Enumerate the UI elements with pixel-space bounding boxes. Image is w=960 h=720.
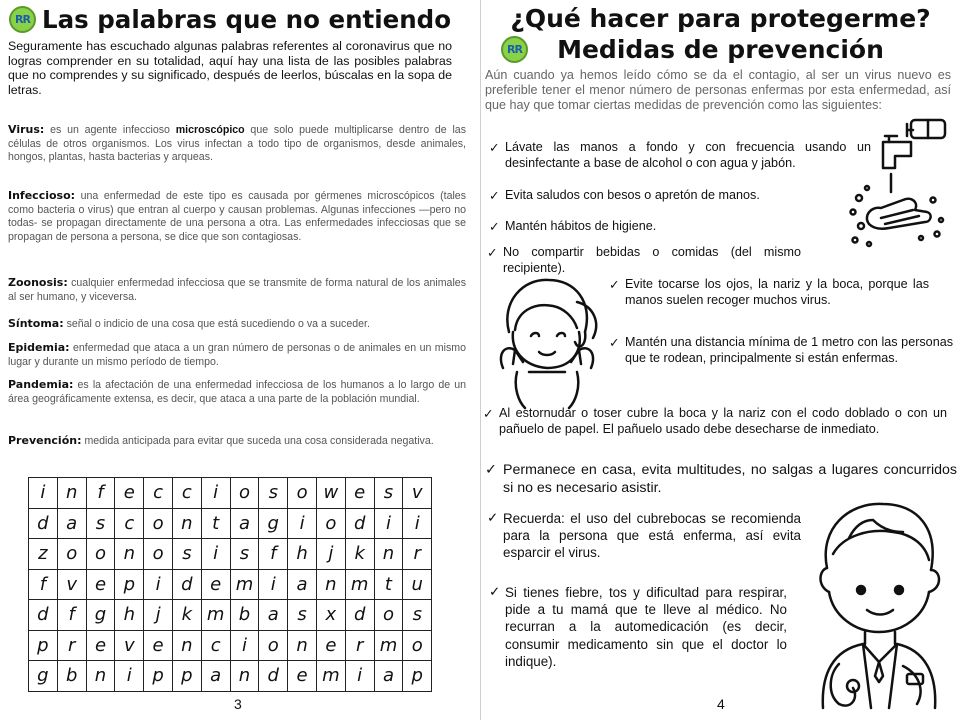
word-search-cell[interactable]: s	[231, 539, 260, 570]
word-search-cell[interactable]: r	[58, 631, 87, 662]
word-search-cell[interactable]: o	[58, 539, 87, 570]
check-icon: ✓	[483, 406, 494, 421]
check-icon: ✓	[485, 462, 497, 478]
measure-text: Mantén una distancia mínima de 1 metro con las personas que te rodean, principalmente si están enfermas.	[625, 335, 953, 365]
word-search-cell[interactable]: c	[144, 478, 173, 509]
word-search-cell[interactable]: n	[58, 478, 87, 509]
page-right	[481, 0, 960, 720]
definition-text: es la afectación de una enfermedad infecciosa de los humanos a lo largo de un área geográficamente extensa, es decir, que ataca a una parte de la población mundial.	[8, 379, 466, 405]
word-search-cell[interactable]: a	[231, 509, 260, 540]
word-search-cell[interactable]: a	[259, 600, 288, 631]
definition-text: que solo puede multiplicarse dentro de las células de otros organismos. Los virus infectan a todo tipo de organismos, desde animales, hongos, plantas, hasta bacterias y arqueas.	[8, 124, 466, 164]
word-search-cell[interactable]: s	[87, 509, 116, 540]
word-search-cell[interactable]: t	[202, 509, 231, 540]
girl-illustration	[493, 272, 603, 410]
word-search-cell[interactable]: o	[403, 631, 432, 662]
check-icon: ✓	[609, 335, 620, 350]
word-search-cell[interactable]: t	[375, 570, 404, 601]
measure-text: Si tienes fiebre, tos y dificultad para respirar, pide a tu mamá que te lleve al médico. No recurran a la automedicación (es decir, consumir medicamento sin que el doctor lo indique).	[505, 585, 787, 669]
intro-paragraph: Seguramente has escuchado algunas palabras referentes al coronavirus que no logras comprender en su totalidad, aquí hay una lista de las posibles palabras que no comprendes y su significado, después de leerlos, búscalas en la sopa de letras.	[8, 39, 452, 98]
word-search-cell[interactable]: v	[403, 478, 432, 509]
word-search-cell[interactable]: e	[87, 631, 116, 662]
intro-paragraph: Aún cuando ya hemos leído cómo se da el contagio, al ser un virus nuevo es preferible tener el menor número de personas enfermas por esta enfermedad, así que hay que tomar ciertas medidas de prevención como las siguientes:	[485, 68, 951, 113]
measure-text: Lávate las manos a fondo y con frecuencia usando un desinfectante a base de alcohol o con agua y jabón.	[505, 140, 871, 170]
definition-virus	[8, 123, 466, 165]
word-search-cell[interactable]: n	[375, 539, 404, 570]
word-search-cell[interactable]: i	[375, 509, 404, 540]
brand-logo	[9, 6, 36, 33]
word-search-cell[interactable]: i	[144, 570, 173, 601]
check-icon: ✓	[489, 585, 501, 600]
word-search-cell[interactable]: k	[346, 539, 375, 570]
definition-term: Zoonosis:	[8, 276, 68, 289]
word-search-cell[interactable]: d	[29, 509, 58, 540]
definition-text: es un agente infeccioso	[44, 124, 176, 136]
word-search-cell[interactable]: o	[144, 539, 173, 570]
page-title: Las palabras que no entiendo	[42, 5, 452, 34]
word-search-cell[interactable]: o	[144, 509, 173, 540]
measure-text: Recuerda: el uso del cubrebocas se recomienda para la persona que está enferma, así evita esparcir el virus.	[503, 511, 801, 561]
word-search-cell[interactable]: e	[202, 570, 231, 601]
word-search-cell[interactable]: d	[29, 600, 58, 631]
word-search-cell[interactable]: f	[29, 570, 58, 601]
measure-item	[489, 219, 789, 235]
definition-term: Pandemia:	[8, 378, 74, 391]
check-icon: ✓	[609, 277, 620, 292]
measure-text: Permanece en casa, evita multitudes, no salgas a lugares concurridos si no es necesario asistir.	[503, 462, 957, 496]
word-search-cell[interactable]: m	[375, 631, 404, 662]
word-search-cell[interactable]: e	[87, 570, 116, 601]
definition-term: Virus:	[8, 123, 45, 136]
word-search-cell[interactable]: n	[173, 509, 202, 540]
definition-zoonosis	[8, 276, 466, 304]
check-icon: ✓	[489, 188, 500, 203]
definition-sintoma	[8, 317, 466, 332]
word-search-cell[interactable]: a	[202, 661, 231, 692]
definition-infeccioso	[8, 189, 466, 244]
word-search-cell[interactable]: f	[259, 539, 288, 570]
word-search-cell[interactable]: r	[346, 631, 375, 662]
word-search-cell[interactable]: a	[288, 570, 317, 601]
word-search-cell[interactable]: o	[317, 509, 346, 540]
word-search-cell[interactable]: i	[288, 509, 317, 540]
measure-text: Mantén hábitos de higiene.	[505, 219, 657, 233]
word-search-cell[interactable]: r	[403, 539, 432, 570]
check-icon: ✓	[487, 511, 499, 526]
word-search-cell[interactable]: h	[288, 539, 317, 570]
page-title: ¿Qué hacer para protegerme?	[510, 4, 931, 33]
word-search-cell[interactable]: b	[231, 600, 260, 631]
definition-term: Infeccioso:	[8, 189, 76, 202]
word-search-cell[interactable]: v	[115, 631, 144, 662]
definition-term: Prevención:	[8, 434, 82, 447]
word-search-cell[interactable]: i	[202, 478, 231, 509]
word-search-cell[interactable]: p	[115, 570, 144, 601]
word-search-cell[interactable]: n	[231, 661, 260, 692]
doctor-illustration	[799, 498, 955, 710]
word-search-cell[interactable]: d	[173, 570, 202, 601]
measure-item	[609, 335, 953, 366]
word-search-cell[interactable]: n	[173, 631, 202, 662]
word-search-cell[interactable]: g	[29, 661, 58, 692]
word-search-cell[interactable]: d	[346, 509, 375, 540]
word-search-cell[interactable]: s	[375, 478, 404, 509]
word-search-cell[interactable]: g	[87, 600, 116, 631]
word-search-cell[interactable]: n	[288, 631, 317, 662]
word-search-cell[interactable]: i	[202, 539, 231, 570]
word-search-cell[interactable]: e	[115, 478, 144, 509]
definition-pandemia	[8, 378, 466, 406]
word-search-cell[interactable]: p	[29, 631, 58, 662]
word-search-cell[interactable]: i	[29, 478, 58, 509]
measure-item	[483, 406, 947, 437]
word-search-cell[interactable]: e	[317, 631, 346, 662]
word-search-cell[interactable]: i	[259, 570, 288, 601]
word-search-cell[interactable]: o	[288, 478, 317, 509]
word-search-cell[interactable]: o	[87, 539, 116, 570]
check-icon: ✓	[489, 219, 500, 234]
measure-item	[489, 140, 871, 171]
word-search-cell[interactable]: b	[58, 661, 87, 692]
check-icon: ✓	[489, 140, 500, 155]
definition-prevencion	[8, 434, 466, 449]
measure-item	[489, 188, 829, 204]
definition-epidemia	[8, 341, 466, 369]
word-search-cell[interactable]: e	[144, 631, 173, 662]
word-search-cell[interactable]: h	[115, 600, 144, 631]
word-search-cell[interactable]: j	[317, 539, 346, 570]
word-search-cell[interactable]: i	[403, 509, 432, 540]
definition-term: Epidemia:	[8, 341, 70, 354]
word-search-cell[interactable]: m	[231, 570, 260, 601]
word-search-cell[interactable]: s	[288, 600, 317, 631]
definition-term: Síntoma:	[8, 317, 64, 330]
word-search-cell[interactable]: i	[231, 631, 260, 662]
definition-text: una enfermedad de este tipo es causada por gérmenes microscópicos (tales como bacteria o virus) que entran al cuerpo y causan problemas. Algunas infecciones —pero no todas- se propagan directamente de una persona a otra. Las enfermedades infecciosas que se propagan de persona a persona, se dice que son contagiosas.	[8, 190, 466, 243]
measure-text: Evita saludos con besos o apretón de manos.	[505, 188, 760, 202]
word-search-cell[interactable]: s	[403, 600, 432, 631]
measure-item	[487, 510, 801, 562]
word-search-cell[interactable]: i	[346, 661, 375, 692]
word-search-cell[interactable]: j	[144, 600, 173, 631]
word-search-cell[interactable]: i	[115, 661, 144, 692]
word-search-cell[interactable]: s	[173, 539, 202, 570]
measure-item	[489, 584, 787, 670]
word-search-cell[interactable]: a	[58, 509, 87, 540]
word-search-cell[interactable]: n	[317, 570, 346, 601]
brand-logo-text: RR	[15, 13, 30, 26]
word-search-cell[interactable]: o	[231, 478, 260, 509]
definition-text: señal o indicio de una cosa que está sucediendo o va a suceder.	[63, 318, 370, 330]
word-search-cell[interactable]: m	[202, 600, 231, 631]
word-search-cell[interactable]: d	[346, 600, 375, 631]
handwashing-illustration	[849, 116, 949, 254]
word-search-cell[interactable]: p	[403, 661, 432, 692]
word-search-cell[interactable]: u	[403, 570, 432, 601]
page-number: 4	[717, 696, 725, 712]
definition-text: enfermedad que ataca a un gran número de personas o de animales en un mismo lugar y durante un mismo período de tiempo.	[8, 342, 466, 368]
page-subtitle: Medidas de prevención	[557, 35, 884, 64]
word-search-cell[interactable]: p	[144, 661, 173, 692]
brand-logo-text: RR	[507, 43, 522, 56]
definition-text: cualquier enfermedad infecciosa que se transmite de forma natural de los animales al ser humano, y viceversa.	[8, 277, 466, 303]
word-search-cell[interactable]: g	[259, 509, 288, 540]
word-search-cell[interactable]: o	[259, 631, 288, 662]
word-search-cell[interactable]: e	[346, 478, 375, 509]
measure-text: No compartir bebidas o comidas (del mismo recipiente).	[503, 245, 801, 275]
word-search-cell[interactable]: c	[173, 478, 202, 509]
word-search-cell[interactable]: d	[259, 661, 288, 692]
word-search-cell[interactable]: n	[115, 539, 144, 570]
word-search-cell[interactable]: n	[87, 661, 116, 692]
measure-text: Evite tocarse los ojos, la nariz y la boca, porque las manos suelen recoger muchos virus.	[625, 277, 929, 307]
definition-highlight: microscópico	[175, 124, 245, 136]
word-search-cell[interactable]: c	[115, 509, 144, 540]
word-search-cell[interactable]: x	[317, 600, 346, 631]
word-search-cell[interactable]: w	[317, 478, 346, 509]
word-search-cell[interactable]: z	[29, 539, 58, 570]
word-search-grid	[28, 477, 432, 692]
word-search-cell[interactable]: k	[173, 600, 202, 631]
word-search-cell[interactable]: m	[346, 570, 375, 601]
word-search-cell[interactable]: s	[259, 478, 288, 509]
page-number: 3	[234, 696, 242, 712]
definition-text: medida anticipada para evitar que suceda una cosa considerada negativa.	[81, 435, 434, 447]
word-search-cell[interactable]: o	[375, 600, 404, 631]
word-search-cell[interactable]: f	[87, 478, 116, 509]
measure-text: Al estornudar o toser cubre la boca y la nariz con el codo doblado o con un pañuelo de papel. El pañuelo usado debe desecharse de inmediato.	[499, 406, 947, 436]
word-search-cell[interactable]: f	[58, 600, 87, 631]
word-search-cell[interactable]: e	[288, 661, 317, 692]
word-search-cell[interactable]: a	[375, 661, 404, 692]
word-search-cell[interactable]: p	[173, 661, 202, 692]
word-search-cell[interactable]: m	[317, 661, 346, 692]
check-icon: ✓	[487, 245, 498, 260]
measure-item	[609, 277, 929, 308]
word-search-cell[interactable]: v	[58, 570, 87, 601]
measure-item	[485, 462, 957, 497]
word-search-cell[interactable]: c	[202, 631, 231, 662]
